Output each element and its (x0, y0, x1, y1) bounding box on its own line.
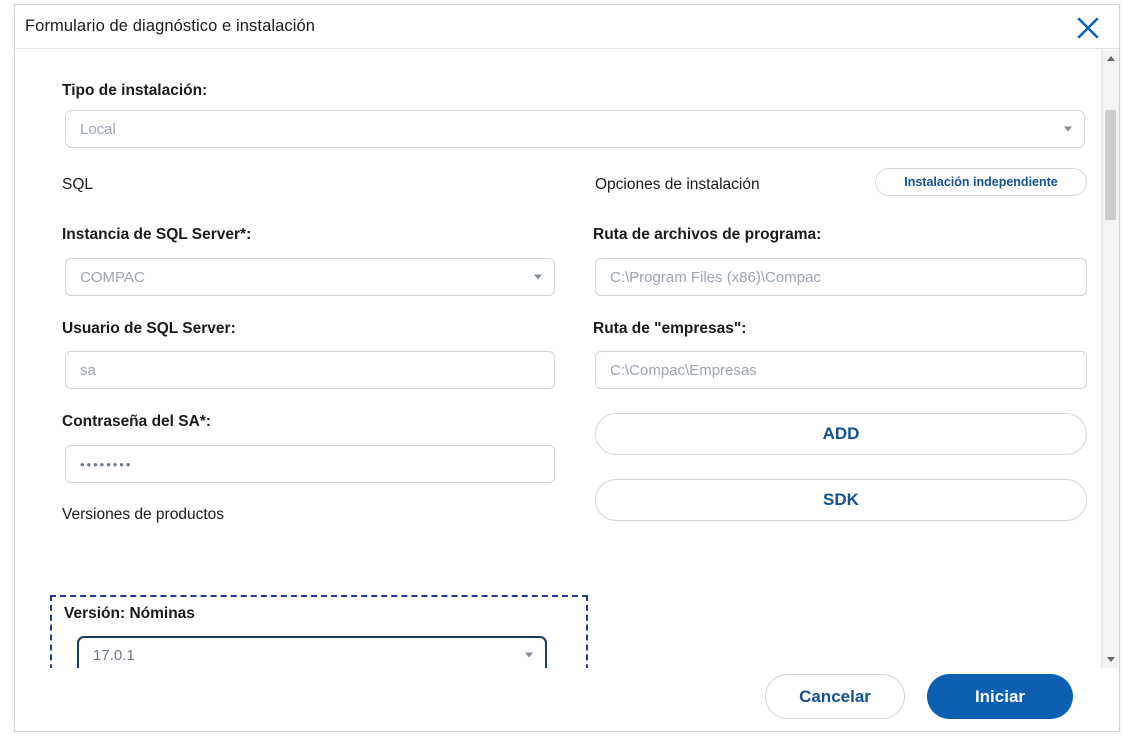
start-button[interactable]: Iniciar (927, 674, 1073, 719)
sa-password-label: Contraseña del SA*: (62, 413, 212, 430)
sql-instance-select[interactable] (65, 258, 555, 296)
dialog-footer (15, 666, 1119, 731)
scrollbar-thumb[interactable] (1105, 110, 1116, 220)
companies-path-value: C:\Compac\Empresas (610, 361, 757, 379)
sdk-button[interactable]: SDK (595, 479, 1087, 521)
version-nominas-value: 17.0.1 (93, 646, 135, 664)
install-options-label: Opciones de instalación (595, 176, 760, 193)
product-versions-label: Versiones de productos (62, 506, 224, 523)
sql-section-label: SQL (62, 176, 94, 193)
close-icon[interactable] (1071, 11, 1105, 43)
program-path-value: C:\Program Files (x86)\Compac (610, 268, 821, 286)
install-type-value: Local (80, 120, 116, 138)
sql-user-label: Usuario de SQL Server: (62, 320, 236, 337)
companies-path-label: Ruta de "empresas": (593, 320, 747, 337)
sa-password-input[interactable] (65, 445, 555, 483)
program-path-input[interactable] (595, 258, 1087, 296)
sql-user-value: sa (80, 361, 96, 379)
chevron-down-icon (534, 275, 542, 280)
dialog-title: Formulario de diagnóstico e instalación (25, 17, 316, 35)
sql-user-input[interactable] (65, 351, 555, 389)
install-type-label: Tipo de instalación: (62, 82, 208, 99)
version-nominas-label: Versión: Nóminas (64, 605, 195, 622)
version-nominas-select[interactable] (77, 636, 547, 668)
sql-instance-value: COMPAC (80, 268, 145, 286)
form-content (15, 50, 1095, 668)
cancel-button[interactable]: Cancelar (765, 674, 905, 719)
sa-password-value: •••••••• (80, 456, 133, 472)
sql-instance-label: Instancia de SQL Server*: (62, 226, 252, 243)
add-button[interactable]: ADD (595, 413, 1087, 455)
companies-path-input[interactable] (595, 351, 1087, 389)
install-type-select[interactable] (65, 110, 1085, 148)
chevron-up-icon[interactable] (1102, 50, 1119, 67)
dialog-titlebar (15, 5, 1119, 49)
installation-dialog (14, 4, 1120, 732)
chevron-down-icon (525, 653, 533, 658)
vertical-scrollbar[interactable] (1101, 50, 1119, 668)
version-nominas-group (50, 595, 588, 668)
dialog-body (15, 50, 1119, 668)
chevron-down-icon (1064, 127, 1072, 132)
standalone-install-button[interactable]: Instalación independiente (875, 168, 1087, 196)
program-path-label: Ruta de archivos de programa: (593, 226, 822, 243)
